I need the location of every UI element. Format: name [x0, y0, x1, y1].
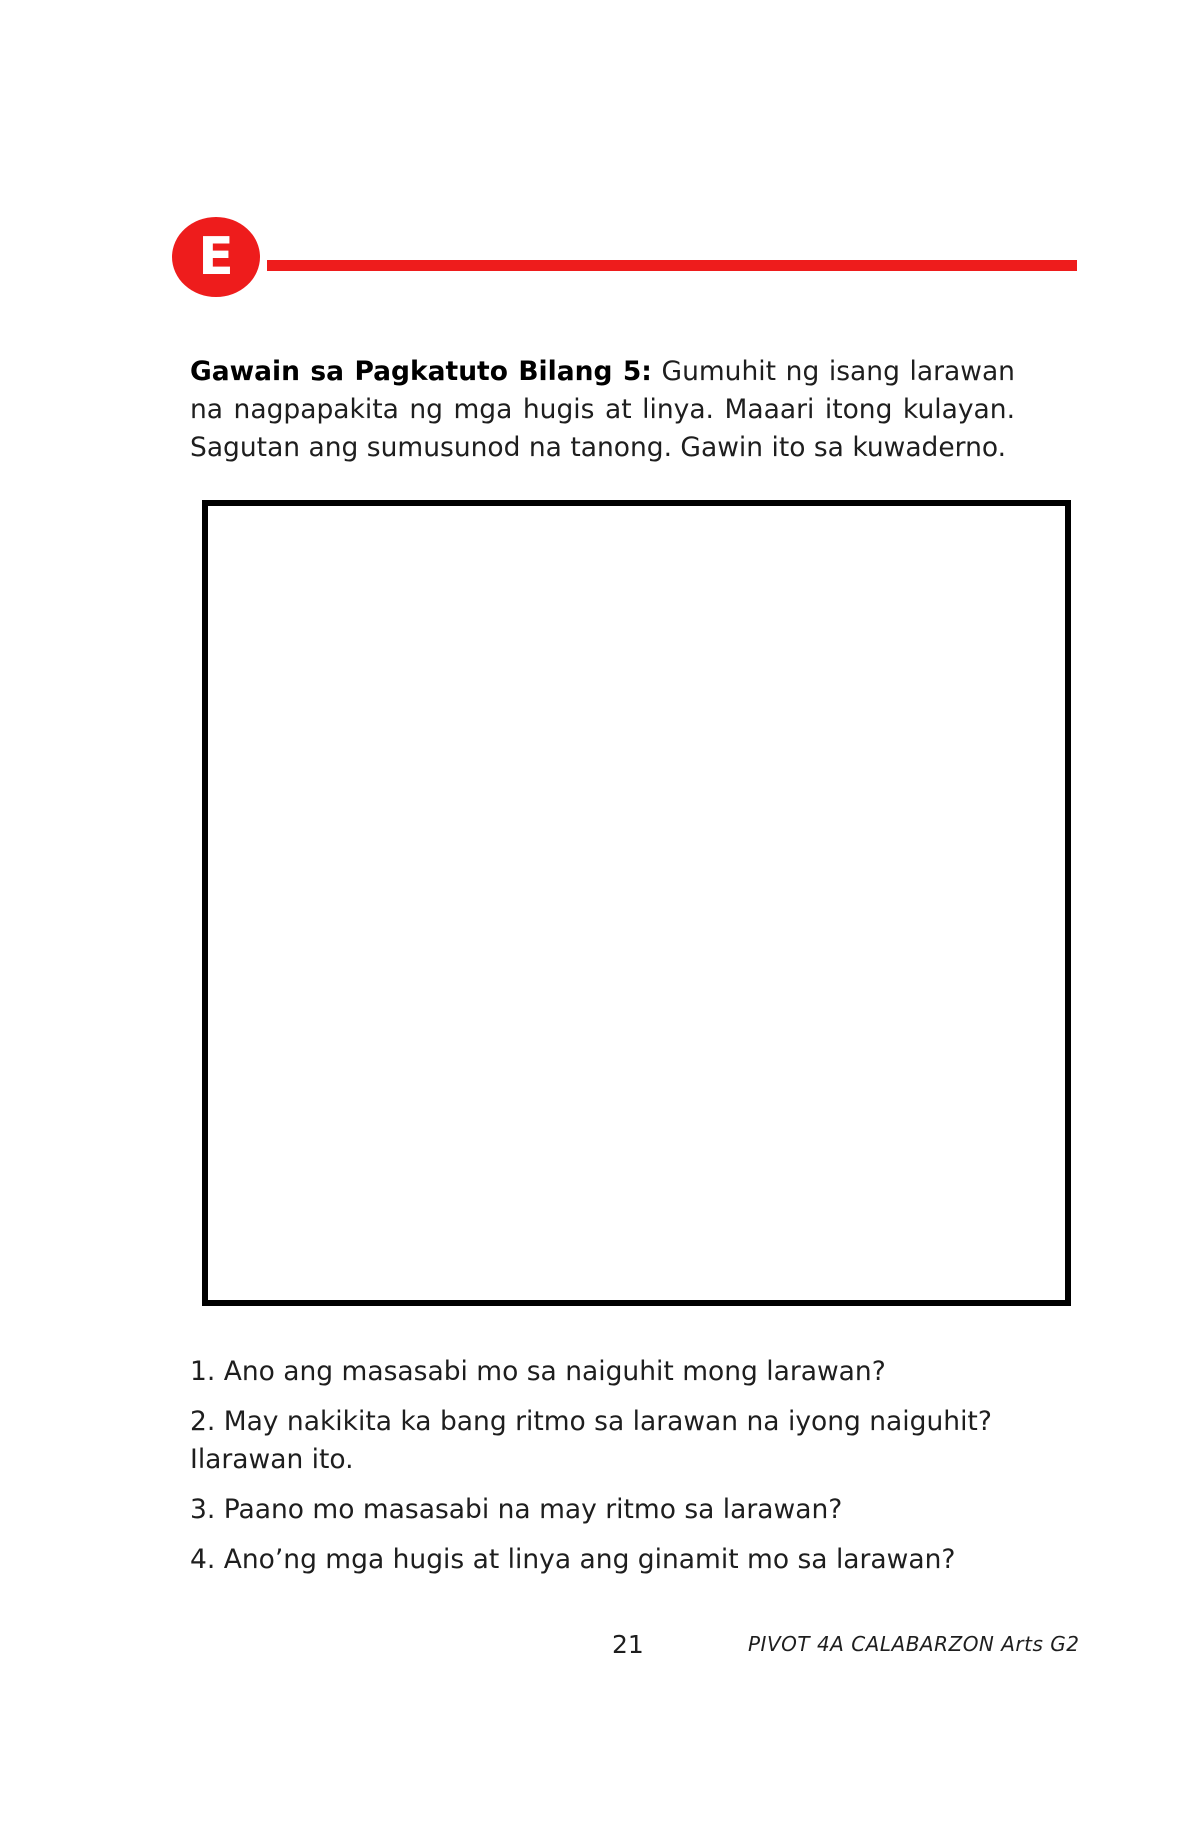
question-item: 3. Paano mo masasabi na may ritmo sa larawan? [190, 1494, 843, 1525]
page-number: 21 [612, 1630, 644, 1659]
question-item: 4. Ano’ng mga hugis at linya ang ginamit mo sa larawan? [190, 1544, 956, 1575]
drawing-area[interactable] [202, 500, 1071, 1306]
activity-instruction-text: Gumuhit ng isang larawan na nagpapakita ng mga hugis at linya. Maaari itong kulayan. Sagutan ang sumusunod na tanong. Gawin ito sa kuwaderno. [190, 355, 1015, 463]
activity-title: Gawain sa Pagkatuto Bilang 5: [190, 355, 652, 387]
question-list [190, 1353, 1050, 1591]
section-divider [267, 260, 1077, 271]
activity-instructions [190, 353, 1015, 467]
section-letter-badge [172, 217, 260, 297]
question-item: 1. Ano ang masasabi mo sa naiguhit mong larawan? [190, 1356, 886, 1387]
question-item: 2. May nakikita ka bang ritmo sa larawan na iyong naiguhit? Ilarawan ito. [190, 1406, 992, 1475]
section-letter: E [198, 227, 234, 287]
footer-caption: PIVOT 4A CALABARZON Arts G2 [748, 1632, 1080, 1656]
